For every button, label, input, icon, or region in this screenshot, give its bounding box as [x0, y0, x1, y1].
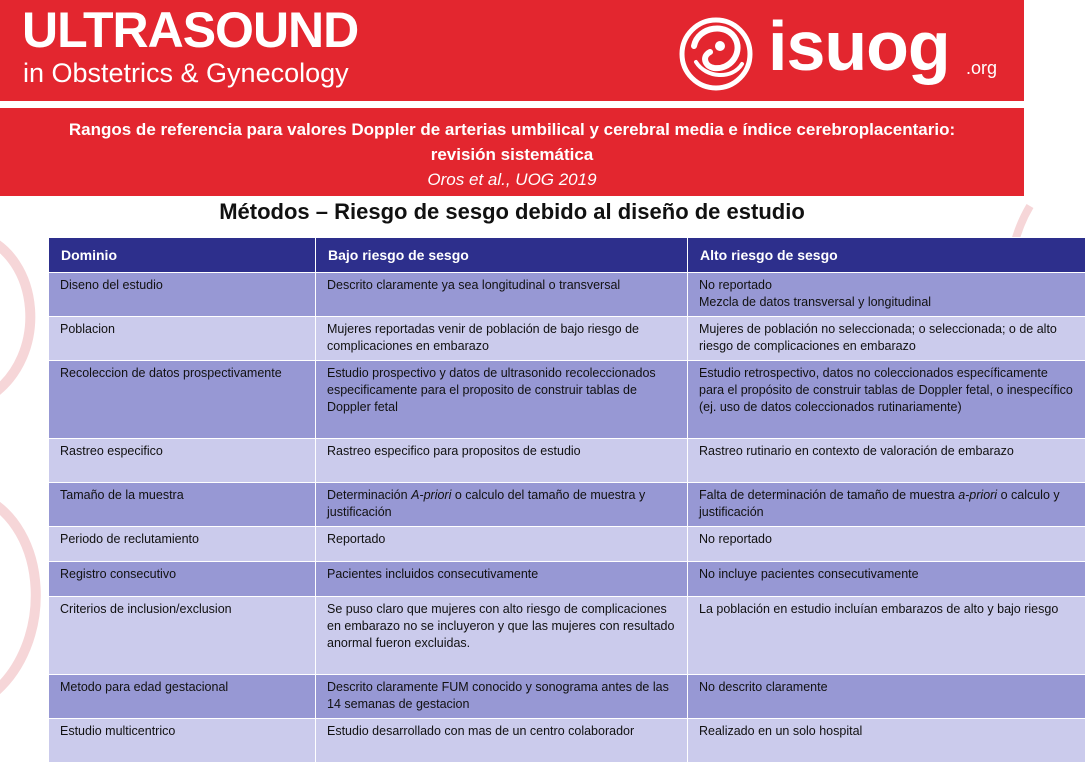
cell-text: o calculo y justificación: [699, 488, 1060, 519]
cell-high-risk: [688, 273, 1086, 317]
cell-low-risk: Rastreo especifico para propositos de estudio: [316, 439, 688, 483]
table-row: [49, 483, 1086, 527]
table-row: [49, 527, 1086, 562]
fetus-logo-icon: [676, 16, 762, 96]
cell-domain: Estudio multicentrico: [49, 719, 316, 763]
isuog-org-suffix: .org: [966, 58, 998, 78]
cell-low-risk: Se puso claro que mujeres con alto riesgo de complicaciones en embarazo no se incluyeron y que las mujeres con resultado anormal fueron excluidas.: [316, 597, 688, 675]
table-row: [49, 439, 1086, 483]
cell-low-risk: Estudio prospectivo y datos de ultrasonido recoleccionados especificamente para el proposito de construir tablas de Doppler fetal: [316, 361, 688, 439]
isuog-logo: [676, 7, 1006, 98]
cell-low-risk: Mujeres reportadas venir de población de bajo riesgo de complicaciones en embarazo: [316, 317, 688, 361]
cell-text-italic: a-priori: [958, 488, 998, 502]
cell-low-risk: [316, 483, 688, 527]
cell-domain: Tamaño de la muestra: [49, 483, 316, 527]
cell-low-risk: Reportado: [316, 527, 688, 562]
cell-domain: Metodo para edad gestacional: [49, 675, 316, 719]
cell-low-risk: Pacientes incluidos consecutivamente: [316, 562, 688, 597]
cell-high-risk: Estudio retrospectivo, datos no coleccionados específicamente para el propósito de construir tablas de Doppler fetal, o inespecífico (ej. uso de datos coleccionados rutinariamente): [688, 361, 1086, 439]
table-row: [49, 361, 1086, 439]
cell-domain: Registro consecutivo: [49, 562, 316, 597]
cell-text: Determinación: [327, 488, 412, 502]
cell-high-risk: Realizado en un solo hospital: [688, 719, 1086, 763]
header-low-risk: Bajo riesgo de sesgo: [316, 238, 688, 273]
table-row: [49, 317, 1086, 361]
table-row: [49, 597, 1086, 675]
risk-of-bias-table: [48, 237, 1086, 763]
cell-high-risk-line: Mezcla de datos transversal y longitudinal: [699, 295, 932, 309]
table-row: [49, 719, 1086, 763]
cell-low-risk: Descrito claramente ya sea longitudinal o transversal: [316, 273, 688, 317]
cell-high-risk: No reportado: [688, 527, 1086, 562]
cell-domain: Poblacion: [49, 317, 316, 361]
cell-text: o calculo del tamaño de muestra y justificación: [327, 488, 646, 519]
paper-title: Rangos de referencia para valores Doppler de arterias umbilical y cerebral media e índice cerebroplacentario: revisión sistemática: [68, 120, 956, 164]
section-title: Métodos – Riesgo de sesgo debido al diseño de estudio: [219, 199, 805, 224]
table-row: [49, 675, 1086, 719]
cell-low-risk: Descrito claramente FUM conocido y sonograma antes de las 14 semanas de gestacion: [316, 675, 688, 719]
cell-domain: Diseno del estudio: [49, 273, 316, 317]
cell-domain: Rastreo especifico: [49, 439, 316, 483]
cell-high-risk-line: No reportado: [699, 278, 772, 292]
journal-subtitle: in Obstetrics & Gynecology: [23, 58, 349, 88]
table-header-row: [49, 238, 1086, 273]
table-row: [49, 273, 1086, 317]
cell-text: Falta de determinación de tamaño de muestra: [699, 488, 959, 502]
cell-domain: Recoleccion de datos prospectivamente: [49, 361, 316, 439]
cell-domain: Periodo de reclutamiento: [49, 527, 316, 562]
journal-title: ULTRASOUND: [22, 2, 359, 58]
cell-text-italic: A-priori: [411, 488, 452, 502]
cell-high-risk: Mujeres de población no seleccionada; o seleccionada; o de alto riesgo de complicaciones en embarazo: [688, 317, 1086, 361]
isuog-wordmark: isuog: [768, 7, 950, 85]
cell-high-risk: Rastreo rutinario en contexto de valoración de embarazo: [688, 439, 1086, 483]
header-divider: [0, 101, 1024, 104]
cell-high-risk: No incluye pacientes consecutivamente: [688, 562, 1086, 597]
header-domain: Dominio: [49, 238, 316, 273]
cell-high-risk: [688, 483, 1086, 527]
table-row: [49, 562, 1086, 597]
cell-high-risk: No descrito claramente: [688, 675, 1086, 719]
paper-citation: Oros et al., UOG 2019: [427, 170, 597, 189]
cell-high-risk: La población en estudio incluían embarazos de alto y bajo riesgo: [688, 597, 1086, 675]
header-high-risk: Alto riesgo de sesgo: [688, 238, 1086, 273]
journal-header: [0, 0, 1024, 101]
cell-domain: Criterios de inclusion/exclusion: [49, 597, 316, 675]
cell-low-risk: Estudio desarrollado con mas de un centro colaborador: [316, 719, 688, 763]
